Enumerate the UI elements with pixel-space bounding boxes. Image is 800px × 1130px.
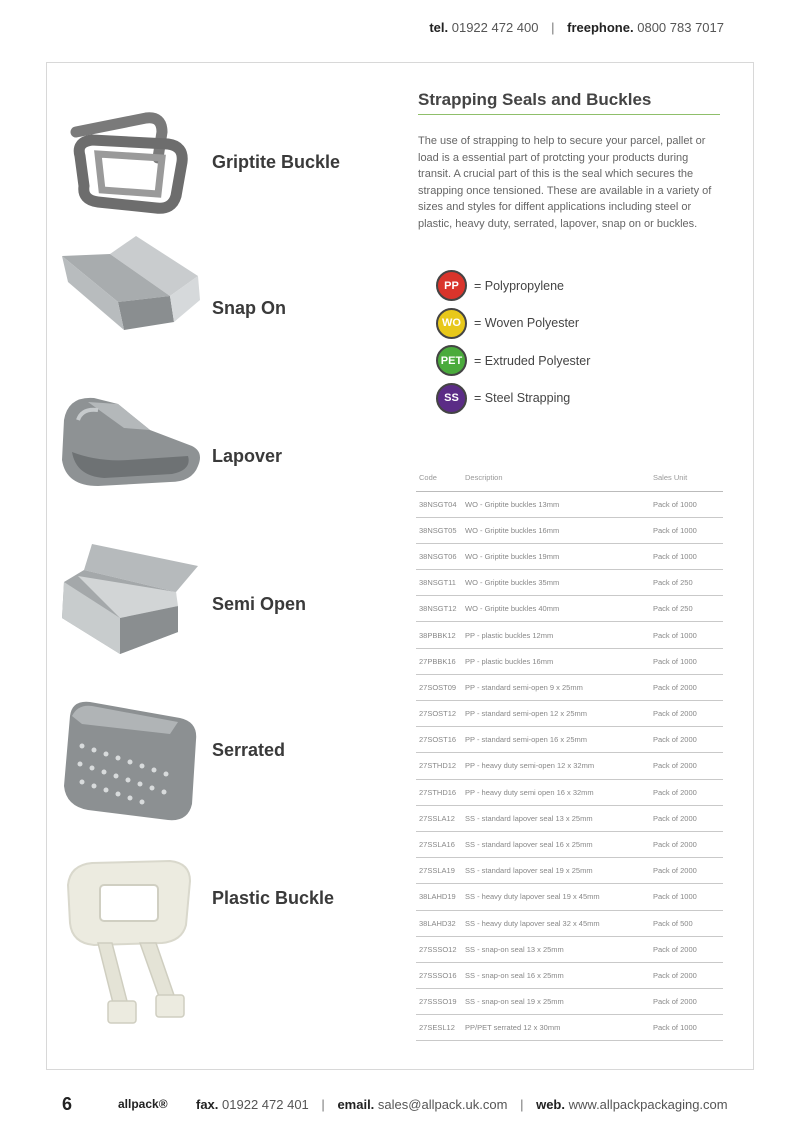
tel-value[interactable]: 01922 472 400 xyxy=(451,20,539,35)
description-cell: SS - standard lapover seal 16 x 25mm xyxy=(462,831,650,857)
description-cell: SS - snap-on seal 16 x 25mm xyxy=(462,962,650,988)
griptite-buckle-image xyxy=(58,104,203,234)
lapover-seal-image xyxy=(58,390,203,520)
description-cell: PP - standard semi-open 12 x 25mm xyxy=(462,701,650,727)
table-row xyxy=(416,701,723,727)
table-row xyxy=(416,858,723,884)
email-label: email. xyxy=(337,1097,375,1112)
code-cell: 38NSGT04 xyxy=(416,491,462,517)
product-name: Serrated xyxy=(212,740,286,760)
code-cell: 38LAHD32 xyxy=(416,910,462,936)
code-cell: 27STHD16 xyxy=(416,779,462,805)
column-header-code: Code xyxy=(416,465,462,491)
sales-unit-cell: Pack of 1000 xyxy=(650,517,723,543)
code-cell: 27SSSO12 xyxy=(416,936,462,962)
code-cell: 27SSLA16 xyxy=(416,831,462,857)
product-snap-on xyxy=(58,232,398,372)
brand-name: allpack® xyxy=(118,1097,168,1111)
table-row xyxy=(416,753,723,779)
description-cell: PP - plastic buckles 16mm xyxy=(462,648,650,674)
table-row xyxy=(416,989,723,1015)
description-cell: SS - heavy duty lapover seal 32 x 45mm xyxy=(462,910,650,936)
table-row xyxy=(416,596,723,622)
product-semi-open xyxy=(58,536,398,676)
description-cell: WO - Griptite buckles 35mm xyxy=(462,570,650,596)
description-cell: WO - Griptite buckles 19mm xyxy=(462,543,650,569)
table-row xyxy=(416,491,723,517)
sales-unit-cell: Pack of 500 xyxy=(650,910,723,936)
product-griptite-buckle xyxy=(58,104,398,244)
legend-label: = Polypropylene xyxy=(474,278,564,293)
footer xyxy=(0,1090,800,1120)
ss-badge-icon: SS xyxy=(436,383,467,414)
product-lapover xyxy=(58,390,398,530)
code-cell: 38NSGT12 xyxy=(416,596,462,622)
code-cell: 38NSGT11 xyxy=(416,570,462,596)
description-cell: WO - Griptite buckles 13mm xyxy=(462,491,650,517)
code-cell: 38NSGT05 xyxy=(416,517,462,543)
sales-unit-cell: Pack of 2000 xyxy=(650,753,723,779)
pp-badge-icon: PP xyxy=(436,270,467,301)
section-intro: The use of strapping to help to secure your parcel, pallet or load is a essential part of protcting your products during transit. A crucial part of this is the seal which secures the strapping once tensioned. These are available in a variety of sizes and styles for diffent applications including steel or plastic, heavy duty, serrated, lapover, snap on or buckles. xyxy=(418,135,712,230)
description-cell: WO - Griptite buckles 40mm xyxy=(462,596,650,622)
table-row xyxy=(416,831,723,857)
description-cell: PP - heavy duty semi open 16 x 32mm xyxy=(462,779,650,805)
description-cell: SS - standard lapover seal 19 x 25mm xyxy=(462,858,650,884)
table-row xyxy=(416,727,723,753)
table-row xyxy=(416,962,723,988)
sales-unit-cell: Pack of 1000 xyxy=(650,543,723,569)
table-row xyxy=(416,674,723,700)
code-cell: 27SOST09 xyxy=(416,674,462,700)
table-row xyxy=(416,543,723,569)
material-legend xyxy=(436,267,590,417)
page-number: 6 xyxy=(62,1094,73,1114)
column-header-sales-unit: Sales Unit xyxy=(650,465,723,491)
sales-unit-cell: Pack of 1000 xyxy=(650,622,723,648)
fax-value: 01922 472 401 xyxy=(222,1097,309,1112)
description-cell: SS - snap-on seal 19 x 25mm xyxy=(462,989,650,1015)
sales-unit-cell: Pack of 2000 xyxy=(650,805,723,831)
web-label: web. xyxy=(536,1097,565,1112)
description-cell: PP - standard semi-open 9 x 25mm xyxy=(462,674,650,700)
description-cell: PP - heavy duty semi-open 12 x 32mm xyxy=(462,753,650,779)
separator: | xyxy=(520,1097,524,1112)
table-row xyxy=(416,884,723,910)
sales-unit-cell: Pack of 2000 xyxy=(650,858,723,884)
product-table xyxy=(416,465,723,1041)
product-name: Lapover xyxy=(212,446,283,466)
legend-item-pet xyxy=(436,342,590,380)
plastic-buckle-image xyxy=(58,855,203,1030)
legend-item-ss xyxy=(436,380,590,418)
sales-unit-cell: Pack of 2000 xyxy=(650,779,723,805)
sales-unit-cell: Pack of 2000 xyxy=(650,674,723,700)
tel-label: tel. xyxy=(429,20,449,35)
table-row xyxy=(416,648,723,674)
product-plastic-buckle xyxy=(58,855,398,995)
sales-unit-cell: Pack of 2000 xyxy=(650,936,723,962)
description-cell: PP/PET serrated 12 x 30mm xyxy=(462,1015,650,1041)
table-row xyxy=(416,570,723,596)
sales-unit-cell: Pack of 250 xyxy=(650,596,723,622)
table-row xyxy=(416,805,723,831)
table-header-row xyxy=(416,465,723,491)
product-name: Snap On xyxy=(212,298,287,318)
separator: | xyxy=(321,1097,325,1112)
code-cell: 27SOST16 xyxy=(416,727,462,753)
sales-unit-cell: Pack of 250 xyxy=(650,570,723,596)
column-header-description: Description xyxy=(462,465,650,491)
header-contact xyxy=(429,20,724,35)
code-cell: 27SSLA12 xyxy=(416,805,462,831)
legend-label: = Woven Polyester xyxy=(474,316,580,331)
description-cell: SS - standard lapover seal 13 x 25mm xyxy=(462,805,650,831)
fax-label: fax. xyxy=(196,1097,219,1112)
code-cell: 27SSSO19 xyxy=(416,989,462,1015)
legend-item-wo xyxy=(436,305,590,343)
product-name: Griptite Buckle xyxy=(212,152,341,172)
table-row xyxy=(416,517,723,543)
section-title: Strapping Seals and Buckles xyxy=(418,90,720,115)
web-link[interactable]: www.allpackpackaging.com xyxy=(568,1097,728,1112)
code-cell: 27SESL12 xyxy=(416,1015,462,1041)
sales-unit-cell: Pack of 2000 xyxy=(650,727,723,753)
table-row xyxy=(416,936,723,962)
sales-unit-cell: Pack of 1000 xyxy=(650,491,723,517)
pet-badge-icon: PET xyxy=(436,345,467,376)
sales-unit-cell: Pack of 2000 xyxy=(650,701,723,727)
legend-label: = Steel Strapping xyxy=(474,391,571,406)
wo-badge-icon: WO xyxy=(436,308,467,339)
email-link[interactable]: sales@allpack.uk.com xyxy=(377,1097,508,1112)
description-cell: SS - snap-on seal 13 x 25mm xyxy=(462,936,650,962)
code-cell: 27SOST12 xyxy=(416,701,462,727)
product-name: Semi Open xyxy=(212,594,307,614)
product-serrated xyxy=(58,694,398,834)
table-row xyxy=(416,779,723,805)
table-row xyxy=(416,910,723,936)
product-name: Plastic Buckle xyxy=(212,888,335,908)
sales-unit-cell: Pack of 2000 xyxy=(650,831,723,857)
code-cell: 38PBBK12 xyxy=(416,622,462,648)
sales-unit-cell: Pack of 2000 xyxy=(650,989,723,1015)
legend-item-pp xyxy=(436,267,590,305)
description-cell: PP - standard semi-open 16 x 25mm xyxy=(462,727,650,753)
sales-unit-cell: Pack of 1000 xyxy=(650,1015,723,1041)
code-cell: 27PBBK16 xyxy=(416,648,462,674)
freephone-value[interactable]: 0800 783 7017 xyxy=(637,20,724,35)
separator: | xyxy=(551,20,555,35)
footer-contacts xyxy=(196,1097,728,1112)
sales-unit-cell: Pack of 1000 xyxy=(650,648,723,674)
table-row xyxy=(416,622,723,648)
table-row xyxy=(416,1015,723,1041)
sales-unit-cell: Pack of 2000 xyxy=(650,962,723,988)
description-cell: SS - heavy duty lapover seal 19 x 45mm xyxy=(462,884,650,910)
code-cell: 27SSLA19 xyxy=(416,858,462,884)
snap-on-seal-image xyxy=(58,232,203,362)
sales-unit-cell: Pack of 1000 xyxy=(650,884,723,910)
code-cell: 38LAHD19 xyxy=(416,884,462,910)
code-cell: 27STHD12 xyxy=(416,753,462,779)
description-cell: WO - Griptite buckles 16mm xyxy=(462,517,650,543)
semi-open-seal-image xyxy=(58,536,203,666)
serrated-seal-image xyxy=(58,694,203,824)
legend-label: = Extruded Polyester xyxy=(474,353,591,368)
code-cell: 38NSGT06 xyxy=(416,543,462,569)
freephone-label: freephone. xyxy=(567,20,634,35)
code-cell: 27SSSO16 xyxy=(416,962,462,988)
description-cell: PP - plastic buckles 12mm xyxy=(462,622,650,648)
